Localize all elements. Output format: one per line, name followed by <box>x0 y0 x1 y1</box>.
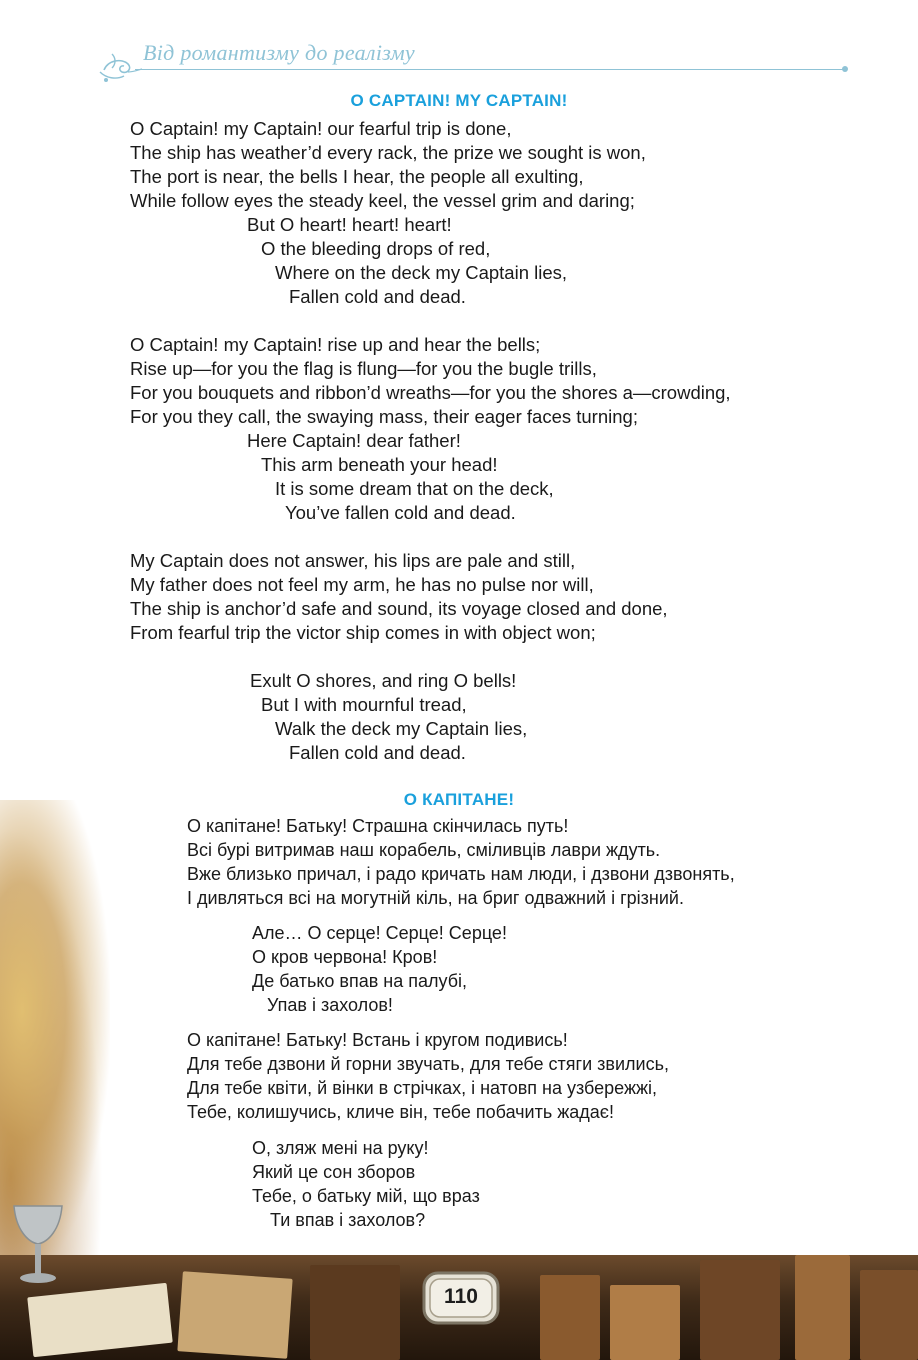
book-illustration <box>700 1260 780 1360</box>
poem-line: Here Captain! dear father! <box>247 430 461 451</box>
page-number: 110 <box>444 1285 478 1308</box>
book-illustration <box>177 1271 292 1358</box>
poem-line: While follow eyes the steady keel, the vessel grim and daring; <box>130 190 635 211</box>
poem-line: Де батько впав на палубі, <box>252 971 468 991</box>
poem-line: But I with mournful tread, <box>261 694 467 715</box>
scroll-ornament-icon <box>98 50 142 86</box>
poem-line: This arm beneath your head! <box>261 454 498 475</box>
poem-title-en: O CAPTAIN! MY CAPTAIN! <box>350 91 568 110</box>
poem-line: O Captain! my Captain! rise up and hear the bells; <box>130 334 541 355</box>
poem-line: Для тебе квіти, й вінки в стрічках, і натовп на узбережжі, <box>187 1078 658 1098</box>
poem-line: It is some dream that on the deck, <box>275 478 554 499</box>
poem-line: You’ve fallen cold and dead. <box>285 502 516 523</box>
poem-line: Упав і захолов! <box>267 995 393 1015</box>
book-illustration <box>310 1265 400 1360</box>
poem-line: О, зляж мені на руку! <box>252 1138 429 1158</box>
poem-line: Для тебе дзвони й горни звучать, для тебе стяги звились, <box>187 1054 669 1074</box>
poem-line: Вже близько причал, і радо кричать нам люди, і дзвони дзвонять, <box>187 864 735 884</box>
poem-line: O Captain! my Captain! our fearful trip is done, <box>130 118 512 139</box>
poem-line: The ship has weather’d every rack, the prize we sought is won, <box>130 142 646 163</box>
poem-line: My Captain does not answer, his lips are pale and still, <box>130 550 576 571</box>
poem-line: Where on the deck my Captain lies, <box>275 262 568 283</box>
poem-line: Тебе, о батьку мій, що враз <box>252 1186 480 1206</box>
poem-line: Тебе, колишучись, кличе він, тебе побачить жадає! <box>187 1102 614 1122</box>
book-illustration <box>795 1255 850 1360</box>
poem-line: But O heart! heart! heart! <box>247 214 452 235</box>
poem-line: І дивляться всі на могутній кіль, на бриг одважний і грізний. <box>187 888 684 908</box>
book-illustration <box>540 1275 600 1360</box>
poem-line: My father does not feel my arm, he has no pulse nor will, <box>130 574 594 595</box>
poem-line: Який це сон зборов <box>252 1162 416 1182</box>
header-divider-dot <box>842 66 848 72</box>
poem-line: О кров червона! Кров! <box>252 947 438 967</box>
poem-line: The port is near, the bells I hear, the people all exulting, <box>130 166 584 187</box>
poem-line: From fearful trip the victor ship comes in with object won; <box>130 622 596 643</box>
poem-line: Exult O shores, and ring O bells! <box>250 670 517 691</box>
poem-line: For you they call, the swaying mass, their eager faces turning; <box>130 406 638 427</box>
poem-line: Walk the deck my Captain lies, <box>275 718 528 739</box>
poem-line: Всі бурі витримав наш корабель, сміливців лаври ждуть. <box>187 840 661 860</box>
goblet-illustration <box>8 1200 68 1300</box>
poem-line: О капітане! Батьку! Страшна скінчилась путь! <box>187 816 569 836</box>
running-header-title: Від романтизму до реалізму <box>143 40 415 65</box>
poem-line: Але… О серце! Серце! Серце! <box>252 923 507 943</box>
header-divider <box>135 69 845 70</box>
poem-line: О капітане! Батьку! Встань і кругом подивись! <box>187 1030 568 1050</box>
poem-line: Ти впав і захолов? <box>270 1210 426 1230</box>
poem-line: O the bleeding drops of red, <box>261 238 491 259</box>
poem-line: Rise up—for you the flag is flung—for you the bugle trills, <box>130 358 597 379</box>
book-illustration <box>860 1270 918 1360</box>
poem-line: For you bouquets and ribbon’d wreaths—for you the shores a—crowding, <box>130 382 731 403</box>
page-header <box>0 0 918 100</box>
poem-title-uk: О КАПІТАНЕ! <box>403 790 515 809</box>
poem-line: Fallen cold and dead. <box>289 286 466 307</box>
book-illustration <box>610 1285 680 1360</box>
poem-line: The ship is anchor’d safe and sound, its voyage closed and done, <box>130 598 668 619</box>
poem-line: Fallen cold and dead. <box>289 742 466 763</box>
